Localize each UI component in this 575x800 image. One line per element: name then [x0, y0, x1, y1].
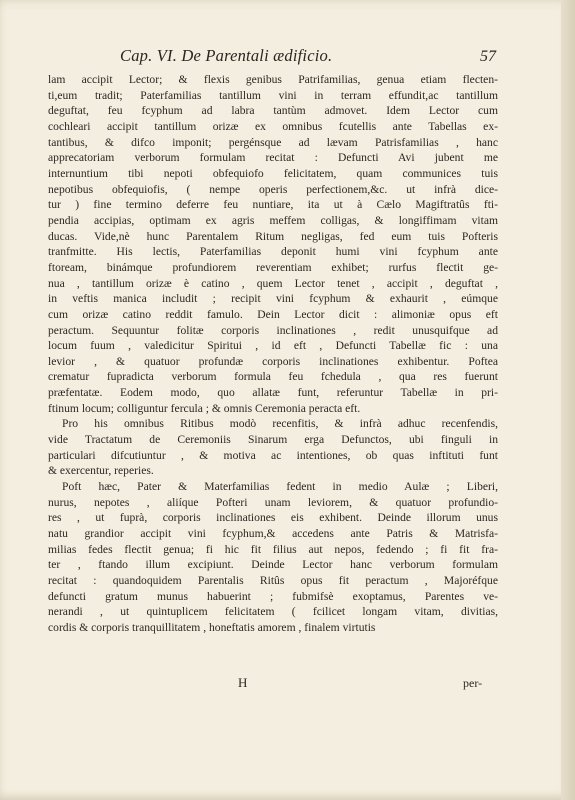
text-line: particulari difcutiuntur , & motiva ac intentiones, ob quas inftituti funt: [48, 448, 498, 462]
text-line: levior , & quatuor profundæ corporis inclinationes exhibentur. Poftea: [48, 354, 498, 368]
text-line: natu grandior accipit vini fcyphum,& accedens ante Patris & Matrisfa-: [48, 527, 498, 541]
text-line: tranfmitte. His lectis, Paterfamilias deponit humi vini fcyphum ante: [48, 245, 498, 259]
text-line: nepotibus obfequiofis, ( nempe operis perfectionem,&c. ut infrà dice-: [48, 182, 498, 196]
text-line: Pro his omnibus Ritibus modò recenfitis, & infrà adhuc recenfendis,: [62, 417, 498, 431]
text-line: Poft hæc, Pater & Materfamilias fedent in medio Aulæ ; Liberi,: [62, 480, 498, 494]
text-line: apprecatoriam verborum formulam recitat : Defuncti Avi jubent me: [48, 151, 498, 165]
page-footer: [0, 675, 575, 695]
text-line: vide Tractatum de Ceremoniis Sinarum erga Defunctos, ubi finguli in: [48, 433, 498, 447]
text-line: ter , ftando illum excipiunt. Deinde Lector hanc verborum formulam: [48, 558, 498, 572]
text-line: tantibus, & difco imponit; pergénsque ad lævam Patrisfamilias , hanc: [48, 135, 498, 149]
text-line: deguftat, feu fcyphum ad labra tantùm admovet. Idem Lector cum: [48, 104, 498, 118]
text-line: nurus, nepotes , aliíque Pofteri unam leviorem, & quatuor profundio-: [48, 495, 498, 509]
text-line: ti,eum tradit; Paterfamilias tantillum vini in terram effundit,ac tantillum: [48, 88, 498, 102]
text-line: pendia accipias, optimam ex agris meffem colligas, & longiffimam vitam: [48, 213, 498, 227]
paragraph: [48, 416, 498, 479]
text-line: defuncti gratum munus habuerint ; fubmifsè exoptamus, Parentes ve-: [48, 589, 498, 603]
signature-mark: H: [238, 675, 248, 690]
text-line: lam accipit Lector; & flexis genibus Patrifamilias, genua etiam flecten-: [48, 73, 498, 86]
page-number: 57: [480, 48, 496, 65]
text-line: locum fuum , valedicitur Spiritui , id eft , Defuncti Tabellæ fic : una: [48, 339, 498, 353]
text-line: præfentatæ. Eodem modo, quo allatæ funt, referuntur Tabellæ in pri-: [48, 386, 498, 400]
text-line: recitat : quandoquidem Parentalis Ritûs opus fit peractum , Majoréfque: [48, 574, 498, 587]
text-line: cochleari accipit tantillum orizæ ex omnibus fcutellis ante Tabellas ex-: [48, 119, 498, 133]
text-line: tur ) fine termino deferre feu nuntiare, ita ut à Cælo Magiftratûs fti-: [48, 198, 498, 212]
text-line: ducas. Vide,nè hunc Parentalem Ritum negligas, fed eum tuis Pofteris: [48, 229, 498, 243]
paragraph: [48, 479, 498, 636]
page-header: [0, 46, 575, 70]
text-line: milias fedes flectit genua; fi hic fit filius aut nepos, fedendo ; fi fit fra-: [48, 542, 498, 556]
text-line: ftoream, binámque profundiorem reverentiam exhibet; rurfus flectit ge-: [48, 260, 498, 274]
paragraph: [48, 72, 498, 416]
text-line: nua , tantillum orizæ è catino , quem Lector tenet , accipit , deguftat ,: [48, 276, 498, 290]
text-line: cum orizæ catino reddit famulo. Dein Lector dicit : alimoniæ opus eft: [48, 307, 498, 321]
running-title: Cap. VI. De Parentali ædificio.: [120, 46, 333, 65]
text-line: res , ut fuprà, corporis inclinationes eis exhibent. Deinde illorum unus: [48, 511, 498, 525]
text-line: nerandi , ut quintuplicem felicitatem ( fcilicet longam vitam, divitias,: [48, 605, 498, 619]
text-line: crematur fupradicta verborum formula feu fchedula , qua res fuerunt: [48, 370, 498, 384]
catchword: per-: [463, 676, 483, 690]
body-text: [48, 72, 498, 636]
text-line: peractum. Sequuntur folitæ corporis inclinationes , redit unusquifque ad: [48, 323, 498, 337]
text-line: & exercentur, reperies.: [48, 464, 154, 478]
text-line: in veftis manica includit ; recipit vini fcyphum & exhaurit , eúmque: [48, 292, 498, 306]
text-line: internuntium tibi nepoti obfequiofo felicitatem, quam communices tuis: [48, 166, 498, 180]
text-line: cordis & corporis tranquillitatem , honeftatis amorem , finalem virtutis: [48, 620, 376, 634]
text-line: ftinum locum; colliguntur fercula ; & omnis Ceremonia peracta eft.: [48, 401, 361, 415]
